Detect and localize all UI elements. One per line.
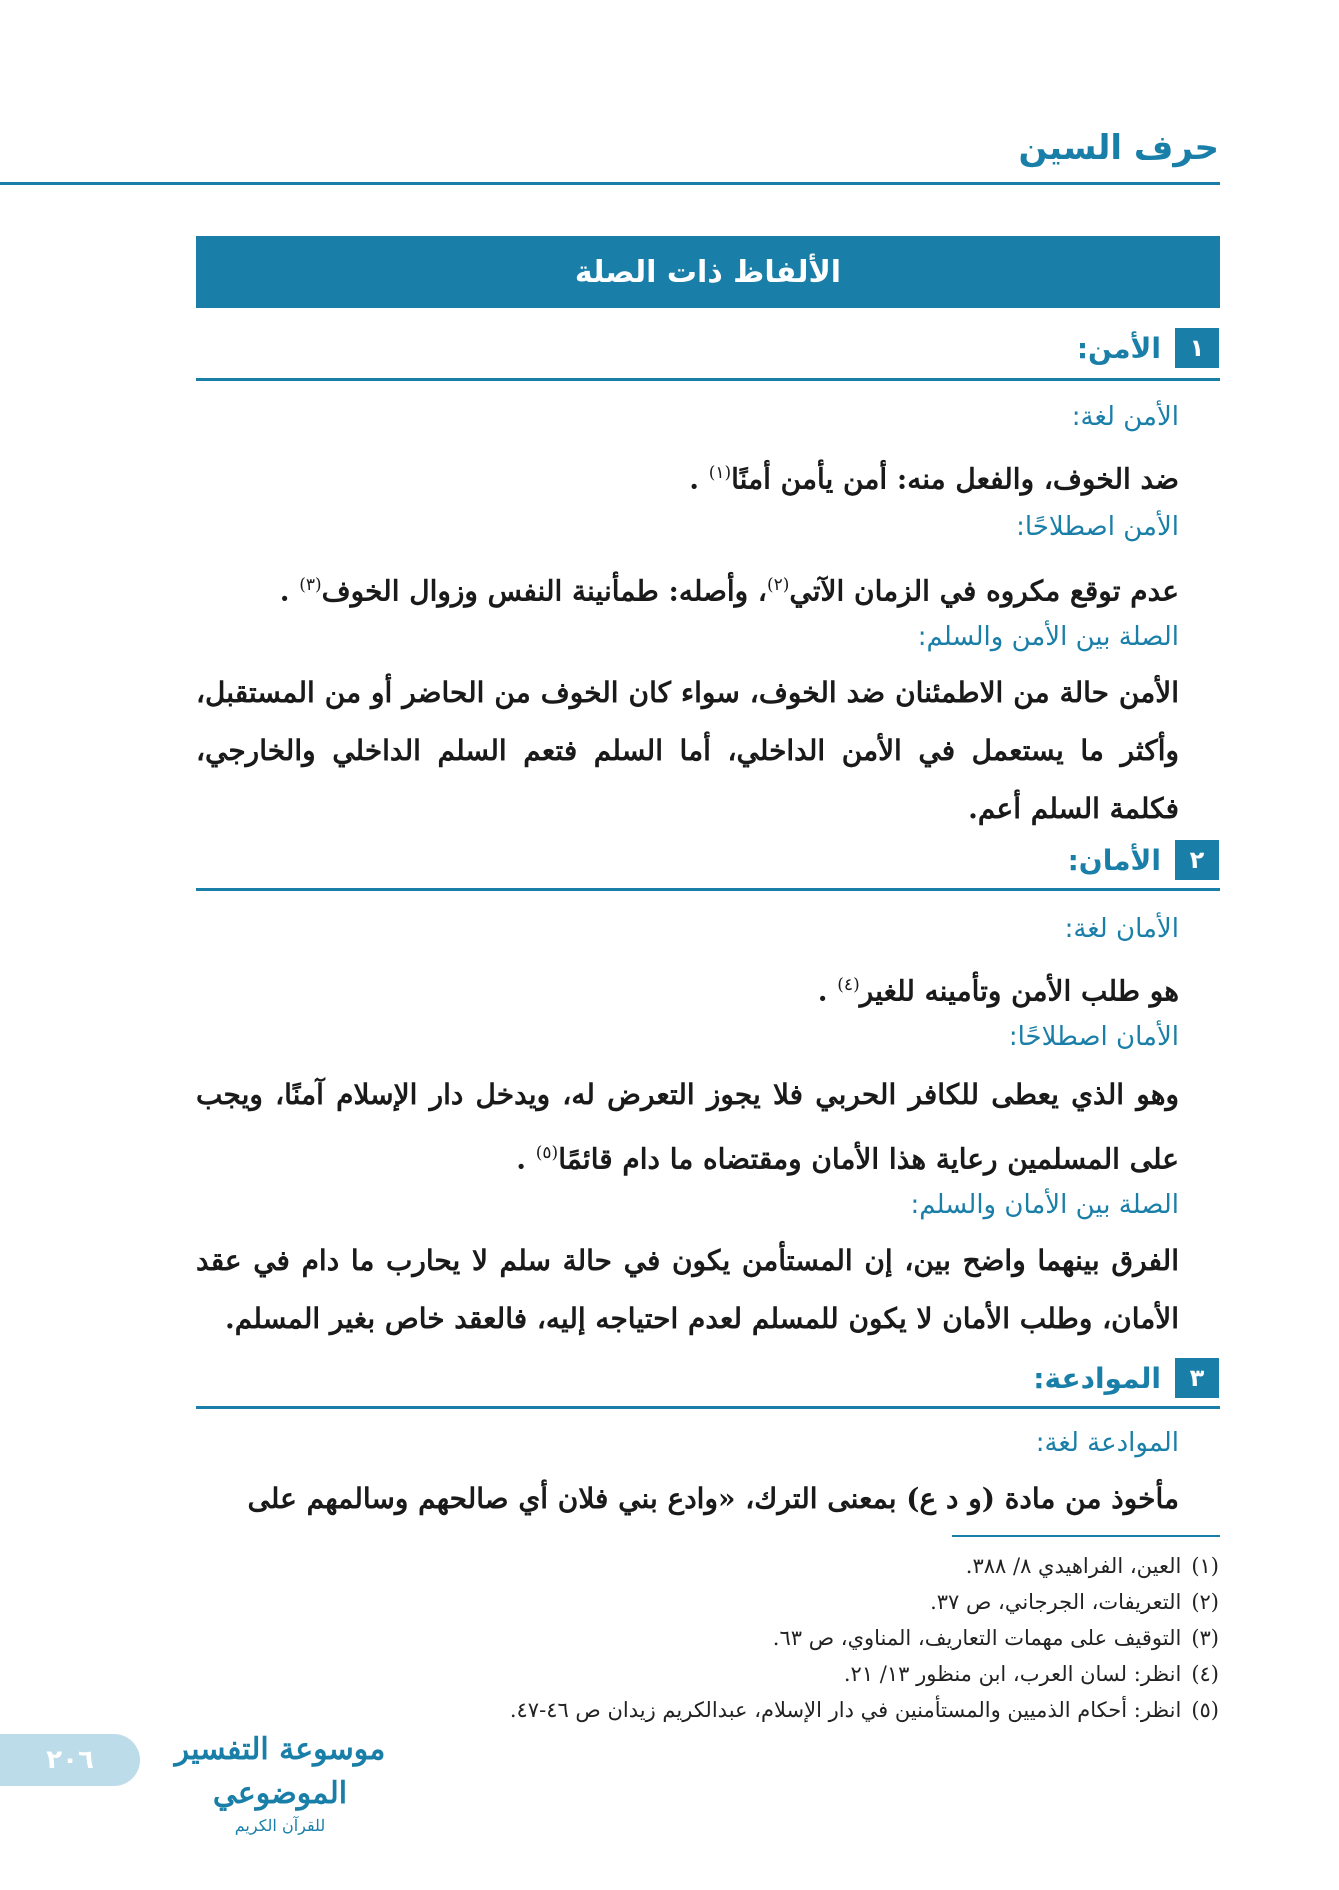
footnote: (٤) انظر: لسان العرب، ابن منظور ١٣/ ٢١. (843, 1662, 1219, 1686)
term-heading (1033, 1358, 1219, 1398)
term-title: الأمن: (1076, 331, 1161, 365)
series-logo (160, 1728, 400, 1835)
sub-heading: الصلة بين الأمن والسلم: (917, 622, 1179, 652)
paragraph: عدم توقع مكروه في الزمان الآتي$^{(٢)}$، وأصله: طمأنينة النفس وزوال الخوف$^{(٣)}$ . (279, 574, 1179, 608)
logo-title: موسوعة التفسير الموضوعي (174, 1732, 386, 1811)
term-heading (1077, 328, 1219, 368)
sub-heading: الأمن لغة: (1071, 402, 1179, 432)
term-number: ٢ (1175, 840, 1219, 880)
footnote-rule (952, 1535, 1220, 1537)
running-header: حرف السين (1018, 128, 1219, 168)
paragraph: هو طلب الأمن وتأمينه للغير$^{(٤)}$ . (817, 974, 1179, 1008)
sub-heading: الموادعة لغة: (1035, 1428, 1179, 1458)
footnote: (٣) التوقيف على مهمات التعاريف، المناوي، ص ٦٣. (772, 1626, 1219, 1650)
footnote-ref[interactable]: (١) (708, 463, 732, 483)
paragraph: الفرق بينهما واضح بين، إن المستأمن يكون في حالة سلم لا يحارب ما دام في عقد الأمان، وطلب الأمان لا يكون للمسلم لعدم احتياجه إليه، فالعقد خاص بغير المسلم. (196, 1244, 1179, 1335)
term-rule (196, 378, 1220, 381)
page-number-tab (0, 1734, 140, 1786)
term-number: ٣ (1175, 1358, 1219, 1398)
paragraph: وهو الذي يعطى للكافر الحربي فلا يجوز التعرض له، ويدخل دار الإسلام آمنًا، ويجب على المسلمين رعاية هذا الأمان ومقتضاه ما دام قائمًا$^{(٥)}$ . (196, 1078, 1179, 1176)
footnote: (٥) انظر: أحكام الذميين والمستأمنين في دار الإسلام، عبدالكريم زيدان ص ٤٦-٤٧. (509, 1698, 1219, 1722)
page-number: ٢٠٦ (46, 1745, 94, 1775)
header-rule (0, 182, 1220, 185)
paragraph: ضد الخوف، والفعل منه: أمن يأمن أمنًا$^{(١)}$ . (689, 462, 1179, 496)
sub-heading: الصلة بين الأمان والسلم: (910, 1190, 1179, 1220)
paragraph: الأمن حالة من الاطمئنان ضد الخوف، سواء كان الخوف من الحاضر أو من المستقبل، وأكثر ما يستعمل في الأمن الداخلي، أما السلم فتعم السلم الداخلي والخارجي، فكلمة السلم أعم. (196, 676, 1179, 825)
term-title: الأمان: (1067, 843, 1161, 877)
footnote-ref[interactable]: (٢) (766, 575, 790, 595)
paragraph: مأخوذ من مادة (و د ع) بمعنى الترك، «وادع بني فلان أي صالحهم وسالمهم على (247, 1482, 1179, 1515)
section-banner-title: الألفاظ ذات الصلة (574, 254, 842, 290)
term-rule (196, 1406, 1220, 1409)
footnote-ref[interactable]: (٥) (535, 1143, 559, 1163)
sub-heading: الأمان لغة: (1064, 914, 1179, 944)
sub-heading: الأمن اصطلاحًا: (1016, 512, 1179, 542)
footnote-ref[interactable]: (٣) (299, 575, 322, 595)
term-rule (196, 888, 1220, 891)
section-banner (196, 236, 1220, 308)
footnote: (١) العين، الفراهيدي ٨/ ٣٨٨. (965, 1554, 1219, 1578)
term-title: الموادعة: (1033, 1361, 1161, 1395)
footnote-ref[interactable]: (٤) (837, 975, 860, 995)
footnote: (٢) التعريفات، الجرجاني، ص ٣٧. (930, 1590, 1219, 1614)
term-number: ١ (1175, 328, 1219, 368)
sub-heading: الأمان اصطلاحًا: (1008, 1022, 1179, 1052)
logo-subtitle: للقرآن الكريم (234, 1816, 326, 1835)
footnotes (510, 1548, 1219, 1728)
term-heading (1068, 840, 1219, 880)
